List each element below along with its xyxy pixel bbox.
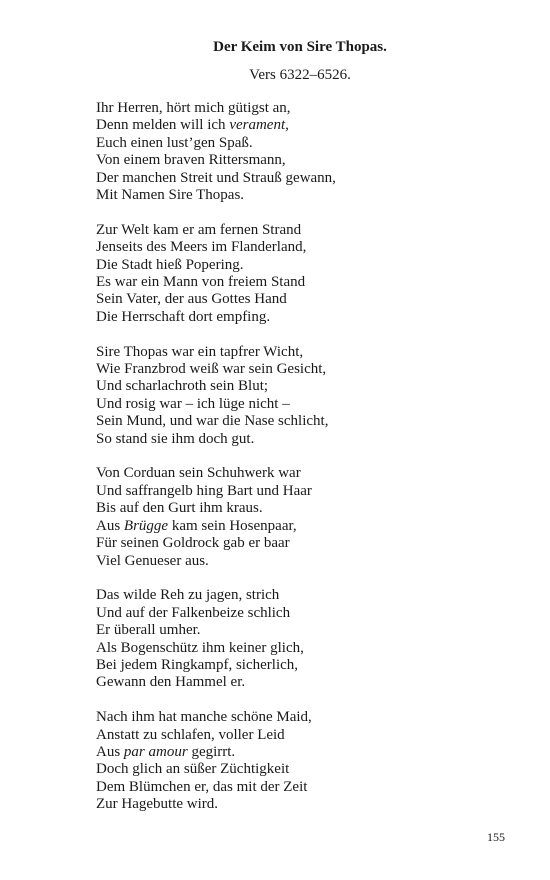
verse-line [96, 727, 516, 744]
verse-line [96, 605, 516, 622]
verse-text: Zur Hagebutte wird. [96, 796, 219, 813]
verse-line [96, 465, 516, 482]
verse-text: Es war ein Mann von freiem Stand [96, 274, 306, 291]
stanza [96, 587, 516, 691]
verse-text: Als Bogenschütz ihm keiner glich, [96, 639, 304, 656]
verse-line [96, 483, 516, 500]
verse-text: Er überall umher. [96, 622, 201, 639]
verse-text: Aus [96, 743, 124, 760]
verse-line [96, 431, 516, 448]
verse-line [96, 518, 516, 535]
verse-line [96, 396, 516, 413]
italic-phrase: verament, [229, 117, 289, 134]
verse-text: kam sein Hosenpaar, [168, 517, 297, 534]
verse-line [96, 239, 516, 256]
verse-line [96, 378, 516, 395]
verse-line [96, 274, 516, 291]
verse-range: Vers 6322–6526. [249, 67, 351, 83]
verse-text: Und scharlachroth sein Blut; [96, 378, 269, 395]
verse-line [96, 657, 516, 674]
verse-line [96, 640, 516, 657]
stanza [96, 344, 516, 448]
verse-text: Der manchen Streit und Strauß gewann, [96, 169, 336, 186]
italic-phrase: par amour [123, 743, 188, 760]
verse-text: Sire Thopas war ein tapfrer Wicht, [96, 343, 304, 360]
verse-line [96, 361, 516, 378]
verse-line [96, 622, 516, 639]
verse-text: Gewann den Hammel er. [96, 674, 246, 691]
verse-line [96, 344, 516, 361]
verse-line [96, 291, 516, 308]
verse-text: Aus [96, 517, 124, 534]
verse-text: Und rosig war – ich lüge nicht – [96, 395, 290, 412]
poem-body [96, 100, 516, 831]
verse-text: Euch einen lust’gen Spaß. [96, 134, 253, 151]
verse-line [96, 744, 516, 761]
verse-text: Dem Blümchen er, das mit der Zeit [96, 778, 308, 795]
verse-line [96, 587, 516, 604]
verse-text: Und auf der Falkenbeize schlich [96, 604, 291, 621]
stanza [96, 709, 516, 813]
verse-line [96, 761, 516, 778]
verse-text: Sein Vater, der aus Gottes Hand [96, 291, 287, 308]
verse-text: Jenseits des Meers im Flanderland, [96, 239, 307, 256]
verse-text: Nach ihm hat manche schöne Maid, [96, 709, 312, 726]
verse-line [96, 709, 516, 726]
verse-text: Ihr Herren, hört mich gütigst an, [96, 100, 291, 116]
verse-text: Denn melden will ich [96, 117, 230, 134]
verse-text: Von einem braven Rittersmann, [96, 152, 286, 169]
verse-text: So stand sie ihm doch gut. [96, 430, 255, 447]
verse-text: Doch glich an süßer Züchtigkeit [96, 761, 290, 778]
verse-text: Für seinen Goldrock gab er baar [96, 535, 290, 552]
verse-text: Bei jedem Ringkampf, sicherlich, [96, 656, 299, 673]
page-number: 155 [487, 830, 505, 844]
poem-title: Der Keim von Sire Thopas. [213, 39, 387, 55]
verse-line [96, 674, 516, 691]
verse-text: Anstatt zu schlafen, voller Leid [96, 726, 285, 743]
verse-line [96, 553, 516, 570]
verse-line [96, 413, 516, 430]
verse-line [96, 152, 516, 169]
verse-text: Bis auf den Gurt ihm kraus. [96, 500, 263, 517]
verse-text: Und saffrangelb hing Bart und Haar [96, 482, 312, 499]
verse-line [96, 135, 516, 152]
verse-text: Von Corduan sein Schuhwerk war [96, 465, 301, 482]
verse-line [96, 187, 516, 204]
verse-text: Die Herrschaft dort empfing. [96, 308, 271, 325]
verse-line [96, 100, 516, 117]
verse-text: Wie Franzbrod weiß war sein Gesicht, [96, 361, 327, 378]
verse-text: Mit Namen Sire Thopas. [96, 187, 245, 204]
stanza [96, 222, 516, 326]
verse-text: Das wilde Reh zu jagen, strich [96, 587, 280, 604]
verse-text: gegirrt. [187, 743, 236, 760]
verse-line [96, 779, 516, 796]
verse-line [96, 222, 516, 239]
verse-line [96, 309, 516, 326]
verse-line [96, 170, 516, 187]
italic-phrase: Brügge [123, 517, 169, 534]
stanza [96, 100, 516, 204]
stanza [96, 465, 516, 569]
verse-text: Viel Genueser aus. [96, 552, 209, 569]
verse-line [96, 500, 516, 517]
verse-line [96, 535, 516, 552]
verse-line [96, 257, 516, 274]
verse-line [96, 796, 516, 813]
verse-text: Die Stadt hieß Popering. [96, 256, 244, 273]
verse-text: Zur Welt kam er am fernen Strand [96, 221, 302, 238]
verse-text: Sein Mund, und war die Nase schlicht, [96, 413, 329, 430]
verse-line [96, 117, 516, 134]
